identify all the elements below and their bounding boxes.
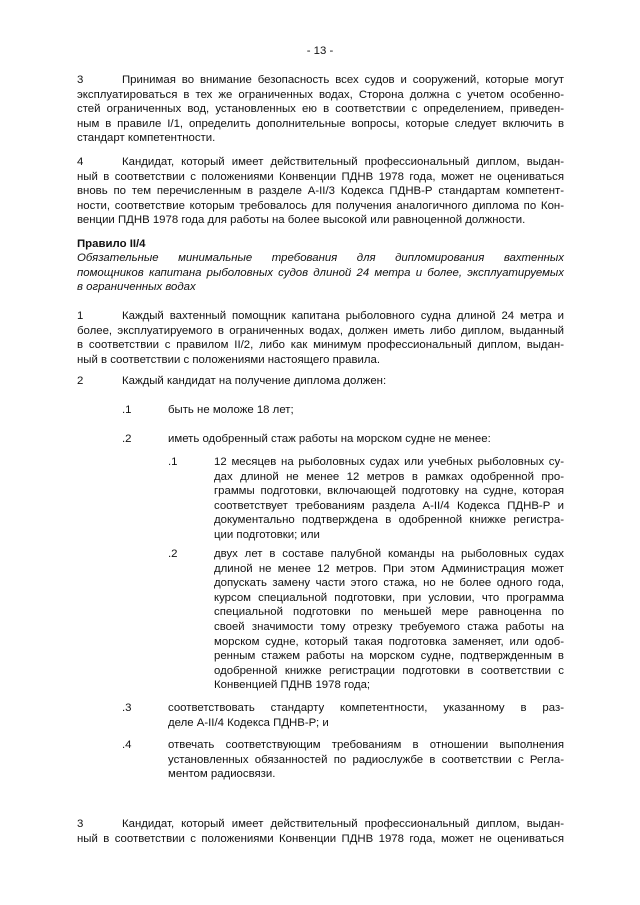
text-line: эксплуатироваться в тех же ограниченных водах, Сторона должна с учетом особенно- — [77, 88, 564, 101]
text-line: длиной не менее 12 метров. При этом Администрация может — [214, 562, 564, 575]
text-line: Кандидат, который имеет действительный профессиональный диплом, выдан- — [122, 156, 564, 168]
paragraph-2-text: Каждый кандидат на получение диплома должен: — [122, 375, 387, 387]
subitem-number: .2 — [168, 548, 178, 560]
text-line: специальной подготовки по меньшей мере равноценна по — [214, 606, 564, 619]
subtitle-line: Обязательные минимальные требования для дипломирования вахтенных — [77, 252, 564, 264]
paragraph-number: 1 — [77, 310, 84, 322]
paragraph-3 — [77, 73, 564, 146]
item-number: .1 — [122, 404, 132, 416]
text-line: ности, соответствие которым требовалось для получения аналогичного диплома по Кон- — [77, 199, 564, 212]
text-line: ным в правиле I/1, определить дополнительные вопросы, которые следует включить в — [77, 117, 564, 130]
text-line: более, эксплуатируемого в ограниченных водах, должен иметь либо диплом, выданный — [77, 324, 564, 337]
text-line: в соответствии с правилом II/2, либо как минимум профессиональный диплом, выдан- — [77, 339, 564, 352]
page-number: - 13 - — [306, 45, 334, 57]
text-line: двух лет в составе палубной команды на рыболовных судах — [214, 548, 564, 560]
text-line: вновь по тем перечисленным в разделе A-II/3 Кодекса ПДНВ-Р стандартам компетент- — [77, 185, 564, 198]
text-line: допускать замену части этого стажа, но не более одного года, — [214, 577, 564, 590]
item-number: .2 — [122, 433, 132, 445]
paragraph-number: 3 — [77, 818, 84, 830]
text-line: соответствовать стандарту компетентности, указанному в раз- — [168, 702, 564, 714]
text-line: одобренной книжке регистрации подготовки в соответствии с — [214, 664, 564, 677]
text-line: соответствует требованиям раздела A-II/4 Кодекса ПДНВ-Р и — [214, 499, 564, 512]
item-number: .3 — [122, 702, 132, 714]
text-line: Конвенцией ПДНВ 1978 года; — [214, 679, 371, 692]
text-line: ный в соответствии с положениями настоящего правила. — [77, 353, 381, 366]
text-line: Принимая во внимание безопасность всех судов и сооружений, которые могут — [122, 74, 564, 86]
text-line: ный в соответствии с положениями Конвенции ПДНВ 1978 года, может не оцениваться — [77, 170, 564, 183]
text-line: ментом радиосвязи. — [168, 768, 276, 781]
text-line: стей ограниченных вод, установленных ею в соответствии с определением, приведен- — [77, 103, 564, 116]
paragraph-4 — [77, 155, 564, 228]
item-text — [168, 738, 564, 782]
text-line: стандарт компетентности. — [77, 132, 216, 145]
item-text — [168, 701, 564, 730]
text-line: отвечать соответствующим требованиям в отношении выполнения — [168, 739, 564, 751]
paragraph-number: 3 — [77, 74, 84, 86]
subtitle-line: помощников капитана рыболовных судов длиной 24 метра и более, эксплуатируемых — [77, 266, 564, 279]
text-line: деле A-II/4 Кодекса ПДНВ-Р; и — [168, 716, 329, 729]
rule-paragraph-3 — [77, 817, 564, 846]
text-line: своей значимости тому отрезку требуемого стажа работы на — [214, 620, 564, 633]
text-line: граммы подготовки, включающей подготовку на судне, которая — [214, 485, 564, 498]
paragraph-number: 2 — [77, 375, 84, 387]
item-number: .4 — [122, 739, 132, 751]
subtitle-line: в ограниченных водах — [77, 281, 196, 294]
text-line: Каждый вахтенный помощник капитана рыболовного судна длиной 24 метра и — [122, 310, 564, 322]
item-text: быть не моложе 18 лет; — [168, 404, 294, 416]
paragraph-number: 4 — [77, 156, 84, 168]
text-line: ции подготовки; или — [214, 528, 320, 541]
text-line: венции ПДНВ 1978 года для работы на более высокой или равноценной должности. — [77, 214, 526, 227]
text-line: документально подтверждена в одобренной книжке регистра- — [214, 514, 564, 527]
rule-heading: Правило II/4 — [77, 238, 146, 250]
subitem-text — [214, 547, 564, 693]
text-line: ный в соответствии с положениями Конвенции ПДНВ 1978 года, может не оцениваться — [77, 832, 564, 845]
text-line: Кандидат, который имеет действительный профессиональный диплом, выдан- — [122, 818, 564, 830]
text-line: ренным стажем работы на морском судне, подтвержденным в — [214, 650, 564, 663]
item-text: иметь одобренный стаж работы на морском судне не менее: — [168, 433, 491, 445]
text-line: 12 месяцев на рыболовных судах или учебных рыболовных су- — [214, 456, 564, 468]
rule-subtitle — [77, 251, 564, 295]
subitem-number: .1 — [168, 456, 178, 468]
text-line: дах длиной не менее 12 метров в рамках одобренной про- — [214, 470, 564, 483]
text-line: морском судне, который такая подготовка заменяет, или одоб- — [214, 635, 564, 648]
subitem-text — [214, 455, 564, 543]
text-line: курсом специальной подготовки, при условии, что программа — [214, 591, 564, 604]
text-line: установленных обязанностей по радиослужбе в соответствии с Регла- — [168, 753, 564, 766]
rule-paragraph-1 — [77, 309, 564, 367]
